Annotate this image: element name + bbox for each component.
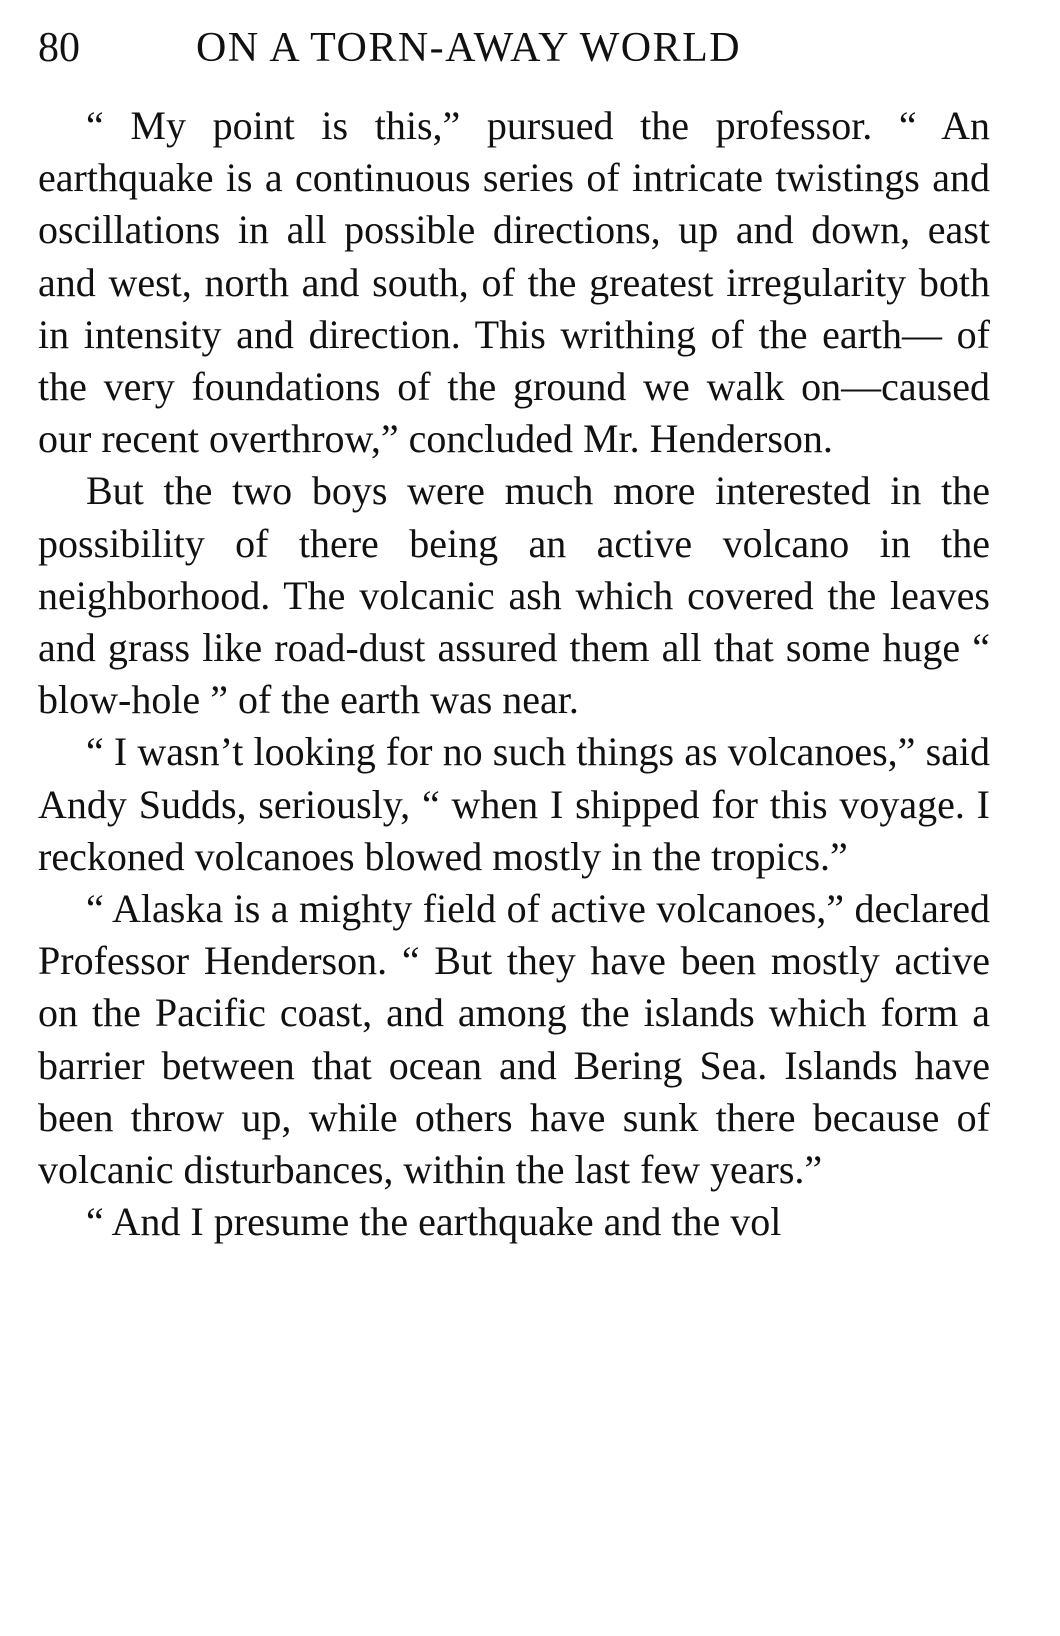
page-header — [38, 18, 990, 78]
paragraph-5: “ And I presume the earthquake and the vol — [86, 1199, 782, 1245]
paragraph-2: But the two boys were much more interested in the possibility of there being an active volcano in the neighborhood. The volcanic ash which covered the leaves and grass like road-dust assured them all that some huge “ blow-hole ” of the earth was near. — [38, 468, 990, 723]
book-page — [38, 18, 990, 1248]
body-text — [38, 100, 990, 1248]
running-head: ON A TORN-AWAY WORLD — [196, 25, 742, 71]
paragraph-1: “ My point is this,” pursued the professor. “ An earthquake is a continuous series of intricate twistings and oscillations in all possible directions, up and down, east and west, north and south, of the greatest irregularity both in intensity and direction. This writhing of the earth— of the very foundations of the ground we walk on—caused our recent overthrow,” concluded Mr. Henderson. — [38, 103, 990, 462]
paragraph-4: “ Alaska is a mighty field of active volcanoes,” declared Professor Henderson. “ But they have been mostly active on the Pacific coast, and among the islands which form a barrier between that ocean and Bering Sea. Islands have been throw up, while others have sunk there because of volcanic disturbances, within the last few years.” — [38, 886, 990, 1193]
paragraph-3: “ I wasn’t looking for no such things as volcanoes,” said Andy Sudds, seriously, “ when I shipped for this voyage. I reckoned volcanoes blowed mostly in the tropics.” — [38, 729, 990, 879]
page-number: 80 — [38, 25, 80, 71]
